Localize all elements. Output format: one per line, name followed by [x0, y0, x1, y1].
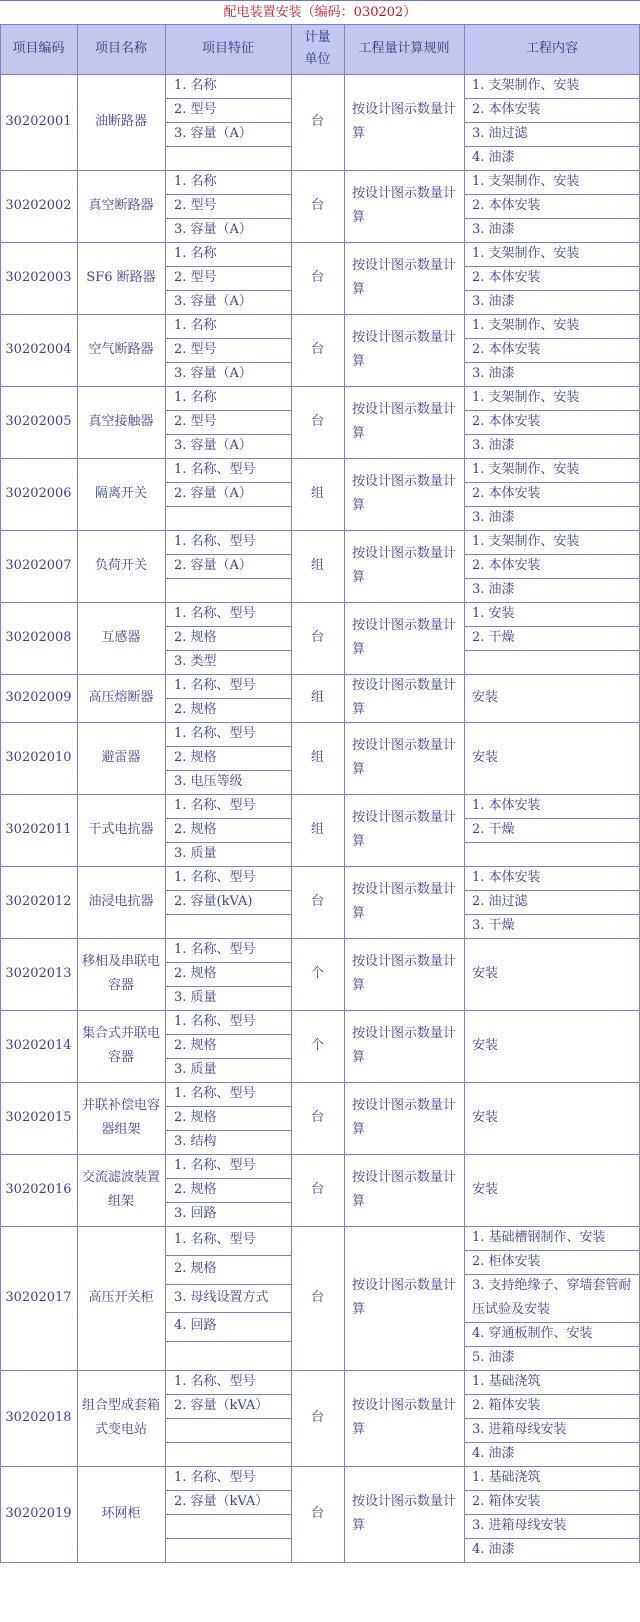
feature-cell: 1. 名称、型号: [174, 534, 256, 549]
item-code: 30202009: [5, 690, 72, 705]
item-rule: 按设计图示数量计算: [352, 1170, 457, 1209]
work-cell: 2. 本体安装: [472, 270, 541, 285]
feature-cell: 3. 回路: [174, 1206, 217, 1221]
feature-cell: 1. 名称: [174, 78, 217, 93]
work-cell: [464, 842, 640, 866]
work-cell: 安装: [472, 966, 499, 981]
work-cell: 2. 本体安装: [472, 486, 541, 501]
item-code: 30202005: [5, 414, 72, 429]
item-name: 真空断路器: [88, 198, 154, 213]
feature-cell: 1. 名称: [174, 318, 217, 333]
item-code: 30202004: [5, 342, 72, 357]
feature-cell: 2. 容量（A）: [174, 486, 252, 501]
feature-cell: 2. 规格: [174, 822, 217, 837]
header-rule: 工程量计算规则: [358, 41, 450, 56]
work-cell: 2. 箱体安装: [472, 1494, 541, 1509]
item-rule: 按设计图示数量计算: [352, 1278, 457, 1317]
table-row: [0, 674, 640, 722]
feature-cell: 3. 容量（A）: [174, 294, 252, 309]
feature-cell: 3. 质量: [174, 846, 217, 861]
table-row: [0, 314, 640, 386]
item-rule: 按设计图示数量计算: [352, 618, 457, 657]
item-unit: 台: [310, 1182, 324, 1197]
feature-cell: 3. 类型: [174, 654, 217, 669]
work-cell: 4. 油漆: [472, 150, 515, 165]
work-cell: 1. 支架制作、安装: [472, 174, 580, 189]
feature-cell: 3. 母线设置方式: [174, 1289, 269, 1305]
work-cell: 1. 支架制作、安装: [472, 462, 580, 477]
work-cell: 4. 穿通板制作、安装: [472, 1326, 593, 1341]
feature-cell: 2. 容量（A）: [174, 558, 252, 573]
header-work: 工程内容: [525, 41, 578, 56]
feature-cell: 2. 规格: [174, 1260, 217, 1276]
item-rule: 按设计图示数量计算: [352, 954, 457, 993]
feature-cell: [165, 1341, 291, 1370]
item-code: 30202002: [5, 198, 72, 213]
work-cell: 3. 进箱母线安装: [472, 1518, 567, 1533]
item-name: 并联补偿电容器组架: [81, 1098, 160, 1137]
feature-cell: 1. 名称、型号: [174, 606, 256, 621]
work-cell: 3. 干燥: [472, 918, 515, 933]
feature-cell: 3. 容量（A）: [174, 366, 252, 381]
header-unit: 计量 单位: [304, 30, 331, 67]
item-name: SF6 断路器: [86, 270, 156, 285]
work-cell: 1. 支架制作、安装: [472, 318, 580, 333]
feature-cell: 3. 容量（A）: [174, 222, 252, 237]
feature-cell: 2. 规格: [174, 702, 217, 717]
item-code: 30202011: [5, 822, 72, 837]
feature-cell: [165, 146, 291, 170]
item-name: 真空接触器: [88, 414, 154, 429]
work-cell: 3. 油漆: [472, 366, 515, 381]
feature-cell: 1. 名称、型号: [174, 1232, 256, 1247]
item-unit: 台: [310, 270, 324, 285]
feature-cell: 2. 型号: [174, 102, 217, 117]
table-row: [0, 1370, 640, 1466]
item-name: 高压熔断器: [88, 690, 154, 705]
item-name: 干式电抗器: [88, 822, 154, 837]
work-cell: 2. 干燥: [472, 630, 515, 645]
feature-cell: 1. 名称、型号: [174, 942, 256, 957]
item-code: 30202017: [5, 1290, 72, 1305]
feature-cell: 2. 型号: [174, 270, 217, 285]
item-name: 油浸电抗器: [88, 894, 154, 909]
work-cell: 2. 箱体安装: [472, 1398, 541, 1413]
item-rule: 按设计图示数量计算: [352, 474, 457, 513]
work-cell: 1. 支架制作、安装: [472, 390, 580, 405]
feature-cell: 1. 名称、型号: [174, 1014, 256, 1029]
work-cell: 1. 基础槽钢制作、安装: [472, 1230, 606, 1245]
table-row: [0, 170, 640, 242]
work-cell: 3. 油漆: [472, 222, 515, 237]
item-unit: 台: [310, 894, 324, 909]
feature-cell: 1. 名称、型号: [174, 870, 256, 885]
item-name: 空气断路器: [88, 342, 154, 357]
feature-cell: 1. 名称、型号: [174, 1374, 256, 1389]
item-name: 负荷开关: [94, 558, 147, 573]
item-rule: 按设计图示数量计算: [352, 738, 457, 777]
work-cell: 3. 油过滤: [472, 126, 528, 141]
work-cell: 4. 油漆: [472, 1446, 515, 1461]
item-code: 30202006: [5, 486, 72, 501]
grid-line: [0, 1562, 640, 1563]
header-features: 项目特征: [201, 41, 254, 56]
item-unit: 台: [310, 1410, 324, 1425]
table-row: [0, 530, 640, 602]
feature-cell: 2. 规格: [174, 1038, 217, 1053]
work-cell: [464, 650, 640, 674]
item-code: 30202001: [5, 114, 72, 129]
item-rule: 按设计图示数量计算: [352, 678, 457, 717]
table-row: [0, 1082, 640, 1154]
feature-cell: 2. 型号: [174, 198, 217, 213]
work-cell: 1. 支架制作、安装: [472, 246, 580, 261]
item-code: 30202016: [5, 1182, 72, 1197]
feature-cell: 2. 规格: [174, 966, 217, 981]
work-cell: 2. 本体安装: [472, 342, 541, 357]
page-title: 配电装置安装（编码：030202）: [0, 0, 640, 24]
work-cell: 2. 本体安装: [472, 198, 541, 213]
work-cell: 2. 干燥: [472, 822, 515, 837]
work-cell: 2. 油过滤: [472, 894, 528, 909]
feature-cell: 1. 名称、型号: [174, 678, 256, 693]
item-code: 30202008: [5, 630, 72, 645]
item-rule: 按设计图示数量计算: [352, 186, 457, 225]
work-cell: 3. 支持绝缘子、穿墙套管耐压试验及安装: [472, 1278, 632, 1317]
item-rule: 按设计图示数量计算: [352, 330, 457, 369]
feature-cell: 3. 电压等级: [174, 774, 243, 789]
item-name: 环网柜: [101, 1506, 141, 1521]
work-cell: 1. 支架制作、安装: [472, 78, 580, 93]
item-unit: 台: [310, 342, 324, 357]
item-unit: 个: [310, 966, 324, 981]
item-unit: 台: [310, 1506, 324, 1521]
feature-cell: 1. 名称: [174, 390, 217, 405]
work-cell: 安装: [472, 1110, 499, 1125]
item-name: 组合型成套箱式变电站: [81, 1398, 160, 1437]
item-name: 隔离开关: [94, 486, 147, 501]
work-cell: 1. 基础浇筑: [472, 1470, 541, 1485]
feature-cell: [165, 506, 291, 530]
feature-cell: 2. 规格: [174, 750, 217, 765]
table-row: [0, 722, 640, 794]
item-unit: 台: [310, 630, 324, 645]
item-rule: 按设计图示数量计算: [352, 1494, 457, 1533]
item-code: 30202019: [5, 1506, 72, 1521]
feature-cell: 1. 名称、型号: [174, 726, 256, 741]
item-code: 30202003: [5, 270, 72, 285]
item-name: 集合式并联电容器: [81, 1026, 160, 1065]
work-cell: 1. 基础浇筑: [472, 1374, 541, 1389]
item-rule: 按设计图示数量计算: [352, 882, 457, 921]
feature-cell: 1. 名称: [174, 246, 217, 261]
item-rule: 按设计图示数量计算: [352, 1098, 457, 1137]
feature-cell: 1. 名称、型号: [174, 462, 256, 477]
item-unit: 台: [310, 1290, 324, 1305]
item-name: 油断路器: [94, 114, 147, 129]
item-unit: 组: [310, 822, 324, 837]
feature-cell: [165, 1514, 291, 1538]
feature-cell: 1. 名称、型号: [174, 1086, 256, 1101]
work-cell: 安装: [472, 1182, 499, 1197]
feature-cell: [165, 1418, 291, 1442]
item-name: 高压开关柜: [88, 1290, 154, 1305]
item-name: 交流滤波装置 组架: [81, 1170, 160, 1209]
item-unit: 个: [310, 1038, 324, 1053]
work-cell: 2. 本体安装: [472, 102, 541, 117]
work-cell: 2. 本体安装: [472, 414, 541, 429]
feature-cell: 2. 规格: [174, 1182, 217, 1197]
item-code: 30202010: [5, 750, 72, 765]
work-cell: 2. 柜体安装: [472, 1254, 541, 1269]
table-row: [0, 386, 640, 458]
header-name: 项目名称: [94, 41, 147, 56]
table-row: [0, 1154, 640, 1226]
item-code: 30202007: [5, 558, 72, 573]
item-rule: 按设计图示数量计算: [352, 258, 457, 297]
feature-cell: [165, 1538, 291, 1562]
item-rule: 按设计图示数量计算: [352, 546, 457, 585]
table-row: [0, 1010, 640, 1082]
item-unit: 组: [310, 558, 324, 573]
work-cell: 1. 本体安装: [472, 798, 541, 813]
feature-cell: 2. 容量(kVA): [174, 894, 253, 909]
item-rule: 按设计图示数量计算: [352, 402, 457, 441]
item-unit: 台: [310, 1110, 324, 1125]
feature-cell: 2. 容量（kVA）: [174, 1494, 269, 1509]
item-rule: 按设计图示数量计算: [352, 1026, 457, 1065]
feature-cell: 1. 名称: [174, 174, 217, 189]
item-unit: 台: [310, 414, 324, 429]
item-code: 30202015: [5, 1110, 72, 1125]
item-unit: 组: [310, 750, 324, 765]
table-row: [0, 1226, 640, 1370]
table-row: [0, 794, 640, 866]
work-cell: 3. 油漆: [472, 582, 515, 597]
item-unit: 台: [310, 114, 324, 129]
item-name: 互感器: [101, 630, 141, 645]
work-cell: 4. 油漆: [472, 1542, 515, 1557]
item-code: 30202018: [5, 1410, 72, 1425]
table-row: [0, 74, 640, 170]
table-row: [0, 1466, 640, 1562]
feature-cell: 1. 名称、型号: [174, 1158, 256, 1173]
item-rule: 按设计图示数量计算: [352, 810, 457, 849]
feature-cell: 3. 结构: [174, 1134, 217, 1149]
feature-cell: 3. 容量（A）: [174, 126, 252, 141]
table-row: [0, 866, 640, 938]
feature-cell: 3. 容量（A）: [174, 438, 252, 453]
feature-cell: 4. 回路: [174, 1318, 217, 1334]
feature-cell: 2. 型号: [174, 414, 217, 429]
work-cell: 安装: [472, 690, 499, 705]
feature-cell: [165, 914, 291, 938]
item-rule: 按设计图示数量计算: [352, 1398, 457, 1437]
item-unit: 台: [310, 198, 324, 213]
work-cell: 1. 支架制作、安装: [472, 534, 580, 549]
work-cell: 安装: [472, 1038, 499, 1053]
work-cell: 安装: [472, 750, 499, 765]
work-cell: 3. 油漆: [472, 438, 515, 453]
feature-cell: 1. 名称、型号: [174, 798, 256, 813]
feature-cell: 2. 型号: [174, 342, 217, 357]
work-cell: 3. 油漆: [472, 294, 515, 309]
feature-cell: 1. 名称、型号: [174, 1470, 256, 1485]
table-header: [0, 24, 640, 74]
table-row: [0, 602, 640, 674]
item-unit: 组: [310, 486, 324, 501]
feature-cell: 2. 规格: [174, 630, 217, 645]
work-cell: 3. 油漆: [472, 510, 515, 525]
work-cell: 2. 本体安装: [472, 558, 541, 573]
item-code: 30202013: [5, 966, 72, 981]
work-cell: 1. 本体安装: [472, 870, 541, 885]
feature-cell: [165, 1442, 291, 1466]
item-unit: 组: [310, 690, 324, 705]
table-row: [0, 938, 640, 1010]
table-row: [0, 242, 640, 314]
feature-cell: 3. 质量: [174, 990, 217, 1005]
table-row: [0, 458, 640, 530]
feature-cell: 2. 容量（kVA）: [174, 1398, 269, 1413]
header-code: 项目编码: [12, 41, 65, 56]
work-cell: 3. 进箱母线安装: [472, 1422, 567, 1437]
item-rule: 按设计图示数量计算: [352, 102, 457, 141]
item-code: 30202012: [5, 894, 72, 909]
feature-cell: [165, 578, 291, 602]
item-name: 避雷器: [101, 750, 141, 765]
work-cell: 5. 油漆: [472, 1350, 515, 1365]
item-name: 移相及串联电容器: [81, 954, 160, 993]
feature-cell: 3. 质量: [174, 1062, 217, 1077]
work-cell: 1. 安装: [472, 606, 515, 621]
feature-cell: 2. 规格: [174, 1110, 217, 1125]
item-code: 30202014: [5, 1038, 72, 1053]
